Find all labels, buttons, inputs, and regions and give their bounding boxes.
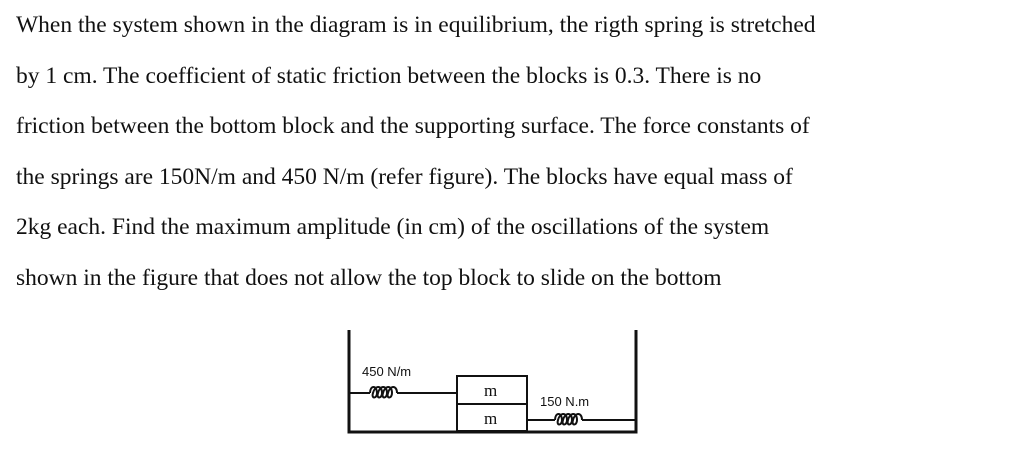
- left-spring-label: 450 N/m: [362, 364, 412, 379]
- top-block-label: m: [484, 381, 498, 400]
- problem-line-1: When the system shown in the diagram is in equilibrium, the rigth spring is stretched: [16, 12, 816, 38]
- problem-line-5: 2kg each. Find the maximum amplitude (in cm) of the oscillations of the system: [16, 214, 770, 240]
- problem-line-3: friction between the bottom block and the supporting surface. The force constants of: [16, 113, 810, 139]
- left-spring: [349, 387, 457, 398]
- problem-line-2: by 1 cm. The coefficient of static friction between the blocks is 0.3. There is no: [16, 62, 762, 89]
- problem-line-4: the springs are 150N/m and 450 N/m (refer figure). The blocks have equal mass of: [16, 163, 793, 190]
- right-spring-label: 150 N.m: [540, 394, 590, 409]
- problem-line-6: shown in the figure that does not allow the top block to slide on the bottom: [16, 264, 722, 291]
- bottom-block-label: m: [484, 409, 498, 428]
- right-spring: [527, 414, 636, 425]
- spring-block-diagram: [340, 322, 660, 442]
- problem-statement: [16, 0, 1026, 303]
